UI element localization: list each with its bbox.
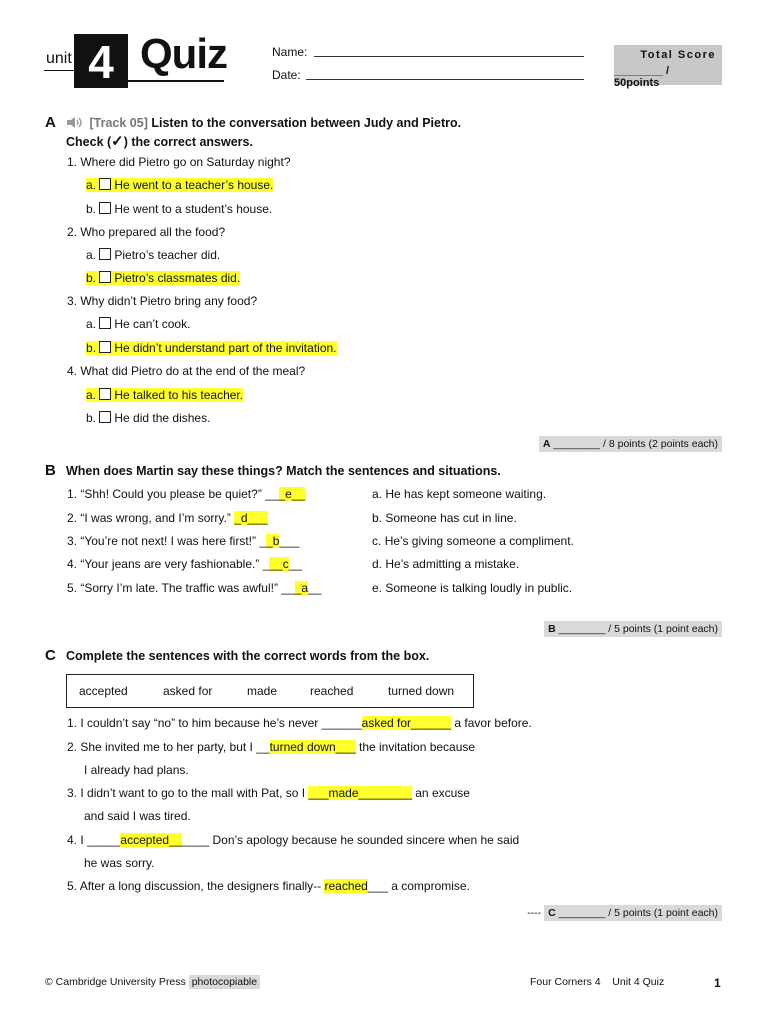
word-box-item: accepted: [79, 684, 128, 698]
section-b-instruction: When does Martin say these things? Match the sentences and situations.: [66, 464, 501, 478]
question-1: 1. Where did Pietro go on Saturday night?: [67, 155, 291, 169]
fill-answer[interactable]: turned down___: [269, 740, 356, 754]
fill-sentence-4-cont: he was sorry.: [84, 856, 155, 870]
situation-a: a. He has kept someone waiting.: [372, 487, 547, 501]
section-a-letter: A: [45, 114, 56, 131]
track-label[interactable]: [Track 05]: [89, 116, 148, 130]
fill-sentence-1: 1. I couldn’t say “no” to him because he’s never ______asked for______ a favor before.: [67, 716, 532, 730]
word-box-item: asked for: [163, 684, 213, 698]
situation-d: d. He’s admitting a mistake.: [372, 557, 520, 571]
word-box-item: made: [247, 684, 278, 698]
total-score-box: [614, 45, 722, 89]
checkbox[interactable]: [99, 202, 111, 214]
speaker-icon: [66, 116, 86, 132]
question-4: 4. What did Pietro do at the end of the meal?: [67, 364, 306, 378]
fill-sentence-3: 3. I didn’t want to go to the mall with Pat, so I ___made________ an excuse: [67, 786, 470, 800]
section-a-points: A ________ / 8 points (2 points each): [539, 436, 722, 452]
option-3a[interactable]: a. He can’t cook.: [86, 317, 191, 331]
total-score-points: ________ / 50points: [614, 65, 670, 89]
match-answer[interactable]: _a: [294, 581, 309, 595]
section-b-points: B ________ / 5 points (1 point each): [544, 621, 722, 637]
question-2: 2. Who prepared all the food?: [67, 225, 226, 239]
page-number: 1: [714, 976, 721, 990]
option-2b[interactable]: b. Pietro’s classmates did.: [86, 271, 241, 285]
situation-b: b. Someone has cut in line.: [372, 511, 517, 525]
match-answer[interactable]: __c: [269, 557, 289, 571]
section-a-instruction-2: Check (✓) the correct answers.: [66, 133, 253, 150]
option-1a[interactable]: a. He went to a teacher’s house.: [86, 178, 274, 192]
section-c-points: ---- C ________ / 5 points (1 point each): [527, 907, 722, 919]
word-box-item: reached: [310, 684, 354, 698]
section-a-instruction: [Track 05] Listen to the conversation between Judy and Pietro.: [66, 116, 461, 132]
fill-answer[interactable]: ___made________: [308, 786, 412, 800]
option-1b[interactable]: b. He went to a student’s house.: [86, 202, 273, 216]
match-sentence-2: 2. “I was wrong, and I’m sorry.” _d___: [67, 511, 268, 525]
section-b-letter: B: [45, 462, 56, 479]
match-answer[interactable]: _e__: [278, 487, 306, 501]
option-3b[interactable]: b. He didn’t understand part of the invitation.: [86, 341, 337, 355]
fill-sentence-5: 5. After a long discussion, the designers finally-- reached___ a compromise.: [67, 879, 470, 893]
footer-book: Four Corners 4 Unit 4 Quiz: [530, 976, 665, 988]
word-box-item: turned down: [388, 684, 455, 698]
match-sentence-4: 4. “Your jeans are very fashionable.” ___c__: [67, 557, 303, 571]
checkbox[interactable]: [99, 271, 111, 283]
option-4b[interactable]: b. He did the dishes.: [86, 411, 211, 425]
unit-label: unit: [46, 50, 72, 67]
checkbox[interactable]: [99, 341, 111, 353]
fill-sentence-4: 4. I _____accepted______ Don’s apology because he sounded sincere when he said: [67, 833, 520, 847]
name-label: Name:: [272, 45, 308, 59]
situation-c: c. He’s giving someone a compliment.: [372, 534, 574, 548]
photocopiable-badge: photocopiable: [189, 975, 260, 989]
date-field[interactable]: [306, 78, 584, 80]
match-answer[interactable]: _b: [266, 534, 280, 548]
fill-sentence-2-cont: I already had plans.: [84, 763, 189, 777]
match-sentence-3: 3. “You’re not next! I was here first!” __b___: [67, 534, 300, 548]
section-c-instruction: Complete the sentences with the correct words from the box.: [66, 649, 430, 663]
date-label: Date:: [272, 68, 301, 82]
match-sentence-5: 5. “Sorry I’m late. The traffic was awful!” ___a__: [67, 581, 322, 595]
option-4a[interactable]: a. He talked to his teacher.: [86, 388, 244, 402]
title-underline: [128, 80, 224, 82]
checkbox[interactable]: [99, 317, 111, 329]
checkbox[interactable]: [99, 411, 111, 423]
section-c-letter: C: [45, 647, 56, 664]
situation-e: e. Someone is talking loudly in public.: [372, 581, 573, 595]
question-3: 3. Why didn’t Pietro bring any food?: [67, 294, 258, 308]
checkbox[interactable]: [99, 388, 111, 400]
fill-answer[interactable]: accepted__: [120, 833, 183, 847]
checkbox[interactable]: [99, 248, 111, 260]
unit-underline: [44, 70, 74, 71]
match-answer[interactable]: _d___: [234, 511, 268, 525]
fill-answer[interactable]: asked for______: [361, 716, 452, 730]
footer-copyright: © Cambridge University Press photocopiable: [45, 976, 260, 988]
checkbox[interactable]: [99, 178, 111, 190]
name-field[interactable]: [314, 55, 584, 57]
total-score-label: Total Score: [640, 49, 716, 61]
word-box: [66, 674, 474, 708]
option-2a[interactable]: a. Pietro’s teacher did.: [86, 248, 221, 262]
fill-sentence-3-cont: and said I was tired.: [84, 809, 191, 823]
match-sentence-1: 1. “Shh! Could you please be quiet?” ___e__: [67, 487, 306, 501]
check-mark-icon: ✓: [111, 133, 124, 150]
fill-sentence-2: 2. She invited me to her party, but I __turned down___ the invitation because: [67, 740, 476, 754]
fill-answer[interactable]: reached: [324, 879, 368, 893]
page-title: Quiz: [140, 30, 227, 77]
unit-number: 4: [74, 34, 128, 88]
